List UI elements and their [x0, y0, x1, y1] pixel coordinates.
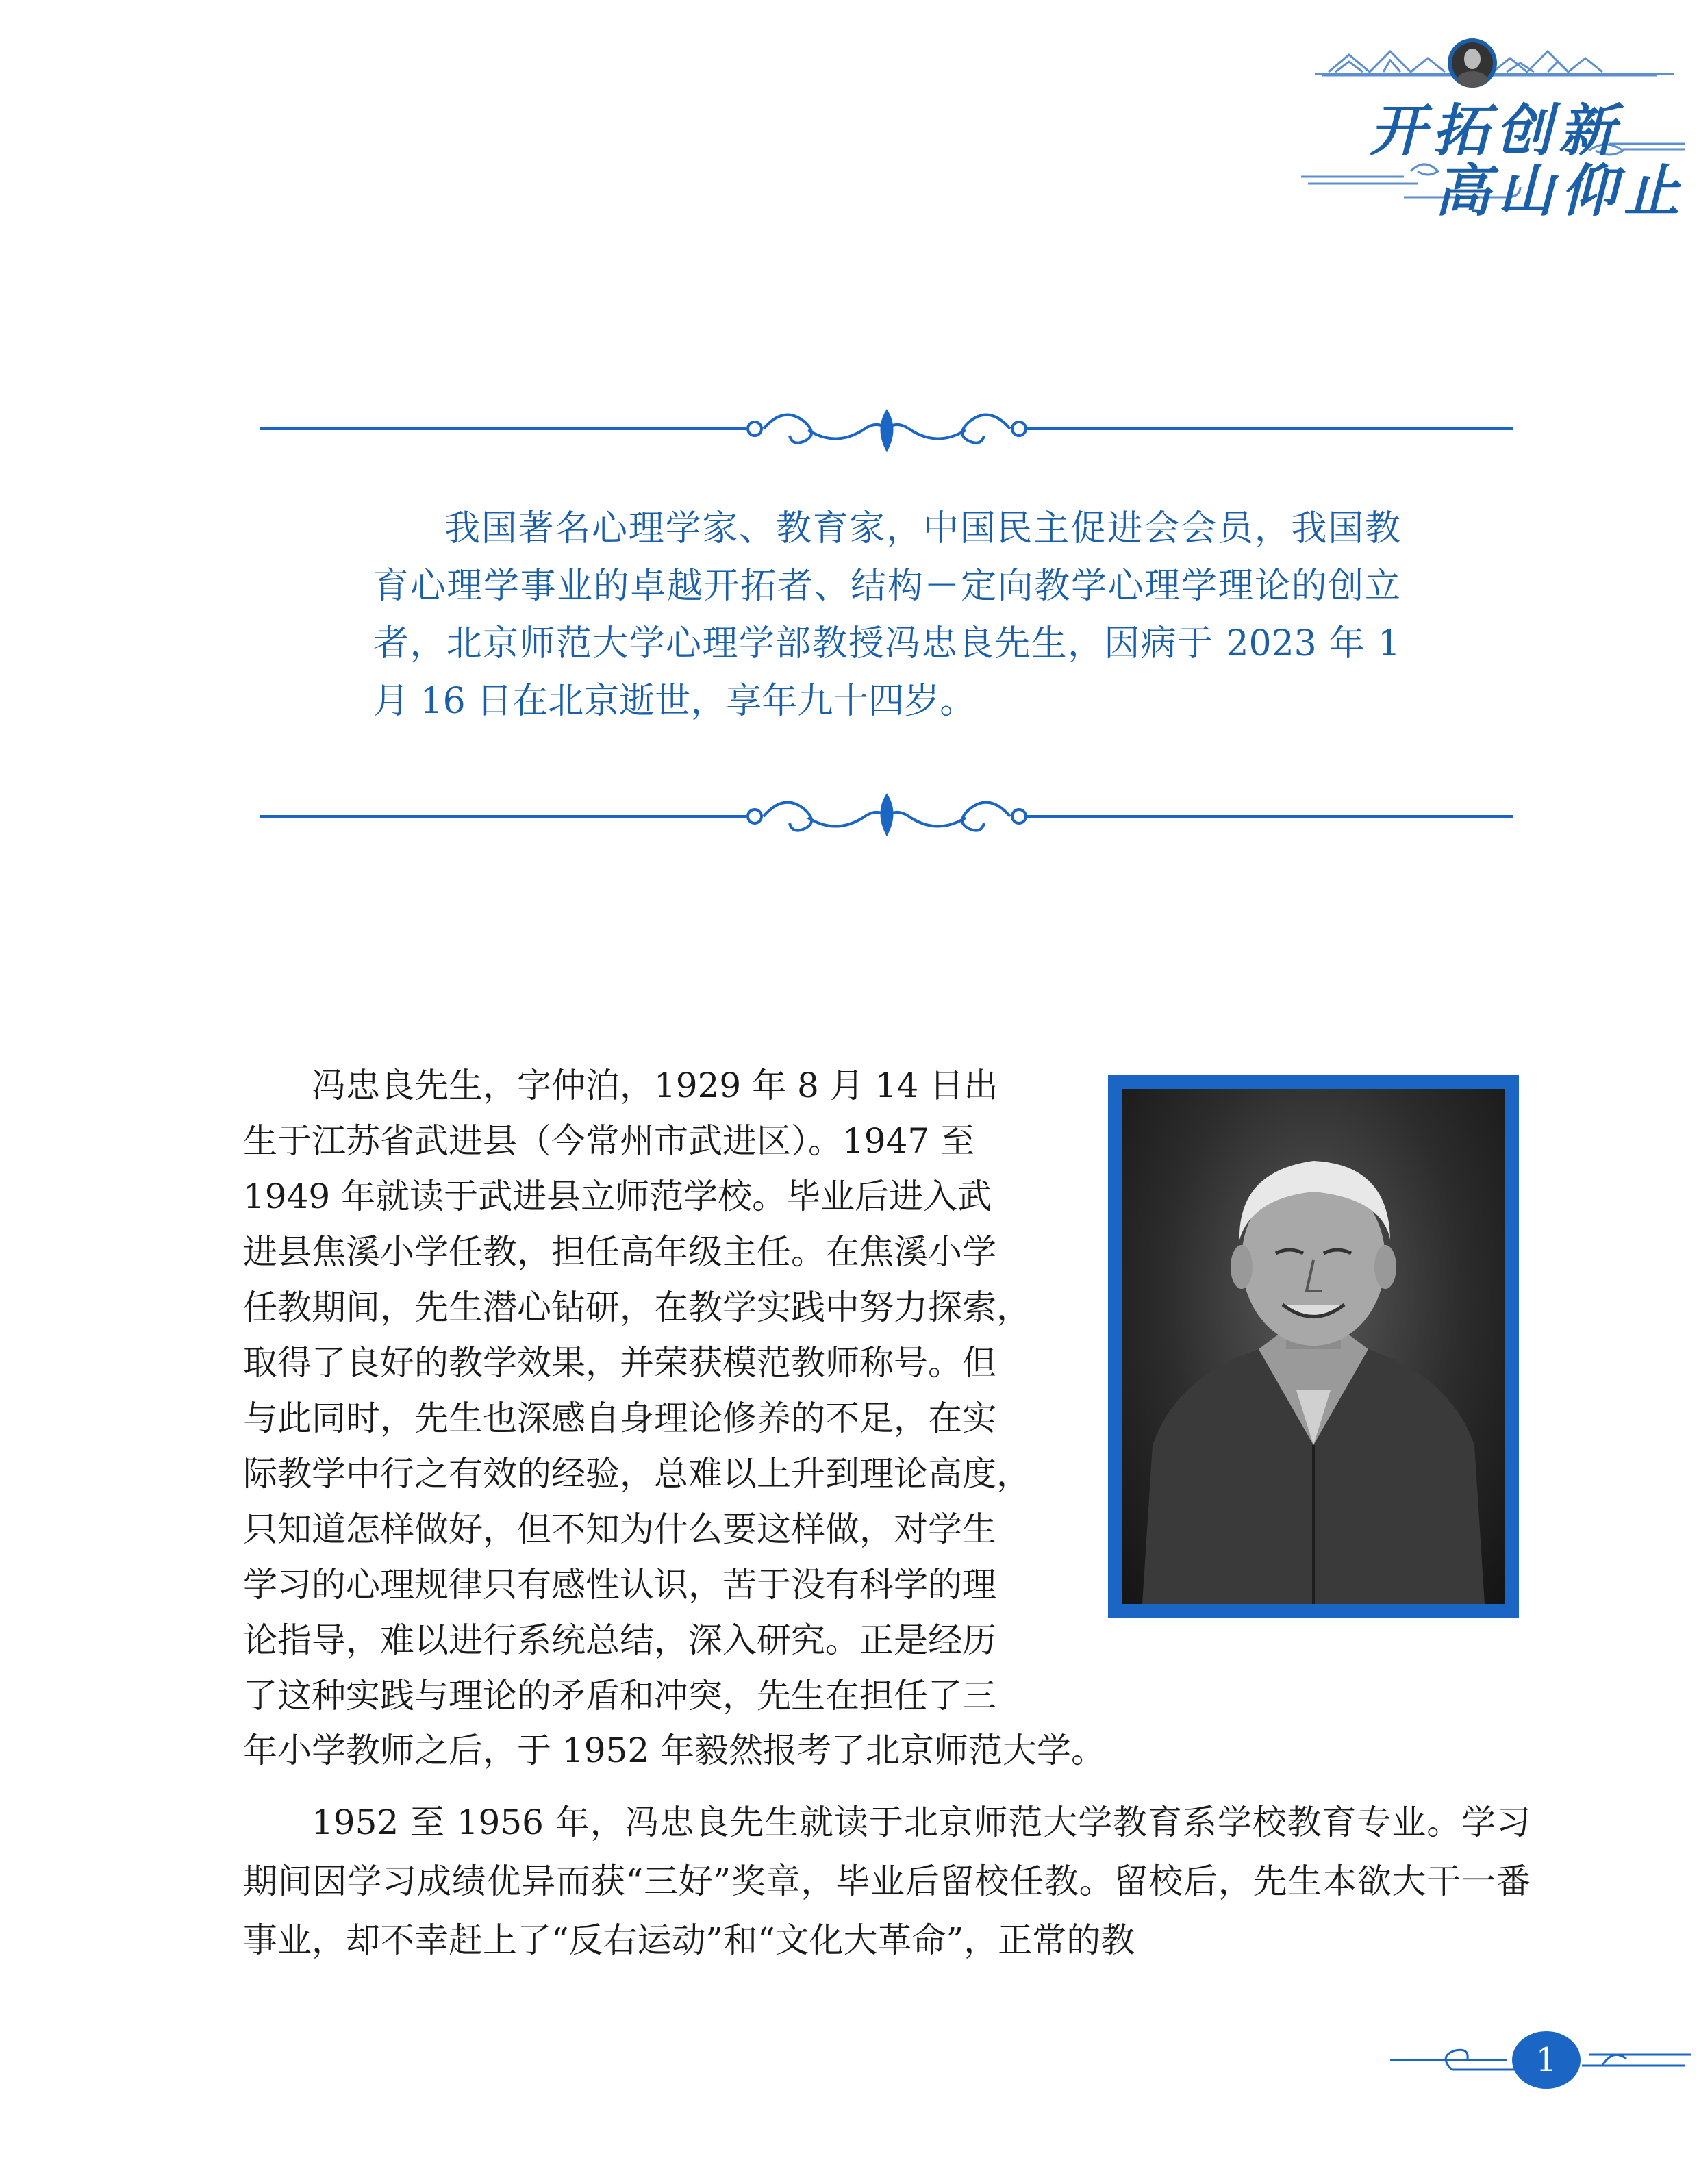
- page-number: 1: [1535, 2041, 1557, 2079]
- biography-tail: 年小学教师之后，于 1952 年毅然报考了北京师范大学。: [243, 1731, 1106, 1770]
- biography-line: 生于江苏省武进县（今常州市武进区）。1947 至: [243, 1121, 975, 1161]
- ornamental-divider-bottom: [260, 789, 1513, 844]
- biography-line: 学习的心理规律只有感性认识，苦于没有科学的理: [243, 1565, 996, 1605]
- paragraph-2-text: 1952 至 1956 年，冯忠良先生就读于北京师范大学教育系学校教育专业。学习期间因学习成绩优异而获“三好”奖章，毕业后留校任教。留校后，先生本欲大干一番事业，却不幸赶上了“反右运动”和“文化大革命”，正常的教: [243, 1803, 1531, 1960]
- biography-line: 论指导，难以进行系统总结，深入研究。正是经历: [243, 1620, 996, 1660]
- biography-block: [243, 1058, 1099, 1724]
- ornamental-divider-top: [260, 401, 1513, 456]
- biography-line: 只知道怎样做好，但不知为什么要这样做，对学生: [243, 1509, 996, 1549]
- intro-paragraph: [373, 500, 1400, 730]
- biography-line: 任教期间，先生潜心钻研，在教学实践中努力探索，: [243, 1288, 1031, 1327]
- header-title-line-1: 开拓创新: [1370, 98, 1622, 164]
- header-title-line-2: 高山仰止: [1435, 158, 1687, 224]
- intro-text: 我国著名心理学家、教育家，中国民主促进会会员，我国教育心理学事业的卓越开拓者、结构－定向教学心理学理论的创立者，北京师范大学心理学部教授冯忠良先生，因病于 2023 年 1 月 16 日在北京逝世，享年九十四岁。: [373, 508, 1400, 722]
- biography-line: 际教学中行之有效的经验，总难以上升到理论高度，: [243, 1454, 1031, 1494]
- portrait-illustration: [1122, 1089, 1505, 1604]
- biography-line: 与此同时，先生也深感自身理论修养的不足，在实: [243, 1398, 996, 1438]
- biography-line: 了这种实践与理论的矛盾和冲突，先生在担任了三: [243, 1676, 996, 1716]
- biography-line: 进县焦溪小学任教，担任高年级主任。在焦溪小学: [243, 1232, 996, 1272]
- biography-line: 冯忠良先生，字仲泊，1929 年 8 月 14 日出: [312, 1066, 998, 1105]
- paragraph-2: [243, 1793, 1531, 1970]
- portrait-photo: [1122, 1089, 1505, 1604]
- portrait-frame: [1108, 1075, 1519, 1618]
- biography-line: 取得了良好的教学效果，并荣获模范教师称号。但: [243, 1343, 996, 1383]
- biography-line: 1949 年就读于武进县立师范学校。毕业后进入武: [243, 1177, 992, 1216]
- page-number-badge: [1512, 2031, 1581, 2089]
